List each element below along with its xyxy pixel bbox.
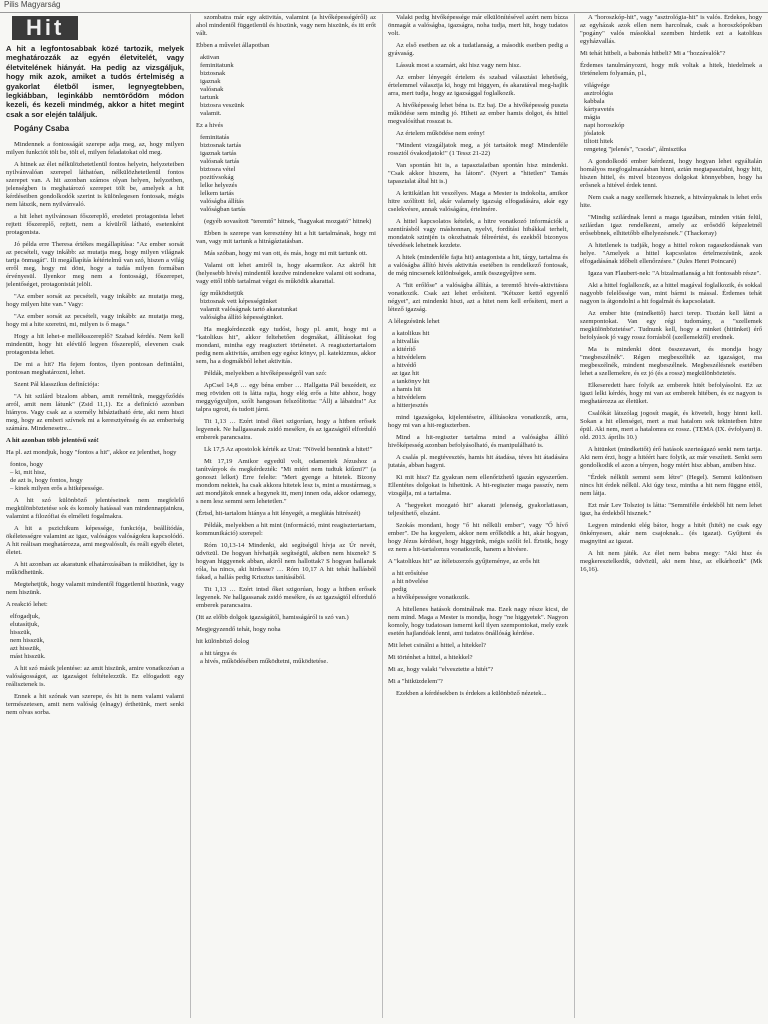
article-paragraph: szombatra már egy aktivitás, valamint (a hivőképességéről) az ahol mindentől függetlenül és hiszünk, vagy nem hiszünk, és itt erőt vált. <box>196 14 376 37</box>
article-author: Pogány Csaba <box>14 124 70 134</box>
article-paragraph: "Mindig szilárdnak lenni a maga igazában, minden vitán felül, szilárdan igaz rendelkezni, amely az erősödő képzeletnél erősebbnek, elhitetőbb elhelyezésnek." (Thackeray) <box>580 214 762 237</box>
list-item: a hit növelése <box>392 578 429 585</box>
column-4-body <box>580 14 762 574</box>
article-paragraph: Mi a "hitküzdelem"? <box>388 678 443 685</box>
article-list <box>580 82 762 154</box>
article-paragraph: A hivőképesség lehet béna is. Ez baj. De a hivőképesség puszta működése sem mindig jó. Hiheti az ember hamis dolgot, és hittel megvalósíthat rosszat is. <box>388 102 568 125</box>
column-divider <box>382 14 383 1018</box>
article-lead: A hit a legfontosabbak közé tartozik, melyek meghatározzák az egyén életvitelét, vagy életvitelének hiányát. Ha pedig az vizsgáljuk, hogy mik azok, amiket a tudós értelmiség a gyakorlat életből ismer, legnyegtebben, legkiábban, leginkább nemtörődöm módon kezeli, és kezeli mindmég, akkor a hitet megint csak a sor elején találjuk. <box>6 44 184 119</box>
article-paragraph: A hitellenes hatások dominálnak ma. Ezek nagy része kicsi, de nem mind. Maga a Mester is mondja, hogy "ne higgyetek". Nagyon komoly, hogy tudatosan ismerni kell ilyen szempontokat, mely ezek esetén hajlandóak lenni, ami tudatos önállóság kérdése. <box>388 606 568 637</box>
article-paragraph: Elkeseredett harc folyik az emberek hitét befolyásolni. Ez az igazi lelki kérdés, hogy mi van az emberek hitében, és ez nagyon is meghatározza az életüket. <box>580 382 762 405</box>
article-paragraph: Az ember lényegét értelem és szabad választási lehetőség, értelemmel választja ki, hogy mi higgyen, és akaratával meg-hajlik arra, mert tudja, hogy az igazsággal foglalkozik. <box>388 74 568 97</box>
list-item: rengeteg "jelenés", "csoda", álmisztika <box>584 146 687 153</box>
article-paragraph: Róm 10,13-14 Mindenki, aki segítségül hívja az Úr nevét, üdvözül. De hogyan hívhatják segítségül, akiben nem hisznek? S hogyan higgyenek abban, akiről nem hallottak? S hogyan hallanak róla, ha nincs, aki hirdesse? … Róm 10,17 A hit tehát hallásból fakad, a hallás pedig Krisztus tanításából. <box>196 542 376 581</box>
article-paragraph: Ennek a hit szónak van szerepe, és hit is nem valami valami természetesen, amit nem valóság (elnagy) érthetünk, mert senki nem olvas sorba. <box>6 693 184 717</box>
article-paragraph: A hit azonban az akaratunk elhatározásában is működhet, így is működhetünk. <box>6 561 184 577</box>
list-item: pozitívsokág <box>200 174 234 181</box>
article-paragraph: Aki a hittel foglalkozik, az a hittel magával foglalkozik, és sokkal nagyobb felelőssége van, mint bármi is mással. Érdemes tehát nagyon is átgondolni a hit fogalmát és kapcsolatait. <box>580 282 762 305</box>
article-paragraph: A "hegyeket mozgató hit" akarati jelenség, gyakorlatiasan, teljesíthető, elszánt. <box>388 502 568 517</box>
list-item: a kitérítő <box>392 346 416 353</box>
article-paragraph: Megjegyzendő tehát, hogy noha <box>196 626 281 633</box>
article-paragraph: A hitek (mindenféle fajta hit) antagonista a hit, tárgy, tartalma és a valóságba állító hivés aktivitás esetében is rendelkező fontosak, de még nincsenek különbségek, amik összegyűjtve sem. <box>388 254 568 277</box>
list-item: elutasítjuk, <box>10 621 40 629</box>
article-paragraph: A hit szó másik jelentése: az amit hiszünk, amire vonatkozóan a valóságosságot, az igazságot feltételezzük. Ez elfogadott egy reálisztenek is. <box>6 665 184 689</box>
article-paragraph: A kritikátlan hit veszélyes. Maga a Mester is indokolta, amikor hitre szólított fel, akár valamely igazság elfogadására, akár egy cselekvésre, annak valóságára, értelmére. <box>388 190 568 213</box>
list-item: kabbala <box>584 98 605 105</box>
list-item: a hitvédő <box>392 362 417 369</box>
list-item: elfogadjuk, <box>10 613 40 621</box>
list-item: valamit. <box>200 110 222 117</box>
list-item: feminitatás <box>200 134 230 141</box>
column-2-body <box>196 14 376 666</box>
column-divider <box>190 14 191 1018</box>
list-item: a hivőképességre vonatkozik. <box>392 594 470 601</box>
article-paragraph: Mit lehet csinálni a hittel, a hitekkel? <box>388 642 486 649</box>
article-paragraph: A hit a pszichikum képessége, funkciója, beállítódás, ökéletességre valamint az igaz, valóságos valóságokra kapcsolódó. A hit reálisan meghatározza, ami megvalósult, és reáli egyéb életet, életet. <box>6 525 184 557</box>
article-paragraph: Ebben is szerepe van keresztény hit a hit tartalmának, hogy mi van, vagy mit tartunk a hitrágáztatásban. <box>196 230 376 245</box>
list-item: nem hisszük, <box>10 637 45 645</box>
list-item: a hitvallás <box>392 338 419 345</box>
article-title: Hit <box>12 16 78 40</box>
article-paragraph: Valami ott lehet amiről is, hogy akarmikor. Az akiről hit (helyesebb hivés) mindentől kezdve mindenekre valami ott sodrana, vagy ettől több tartalmat végzi és működik akarattal. <box>196 262 376 285</box>
article-list <box>196 54 376 118</box>
article-paragraph: ApCsel 14,8 … egy béna ember … Hallgatta Pál beszédeit, ez meg röviden ott is látta rajta, hogy elég erős a hite ahhoz, hogy meggyógyuljon, szólt hangosan felszólította: "Állj a lábaidra!" Az talpra ugrott, és tudott járni. <box>196 382 376 413</box>
article-paragraph: Az értelem működése nem erény! <box>396 130 485 137</box>
list-item: igaznak tartás <box>200 150 237 157</box>
article-paragraph: Hogy a hit lehet-e melléksszereplő? Szabad kérdés. Nem kell mindenütt, hogy hit elévülő legyen főszereplő, elevenen csak protagonista lehet. <box>6 333 184 357</box>
article-paragraph: Mt 17,19 Amikor egyedül volt, odamentek Jézushoz a tanítványok és megkérdezték: "Mi miért nem tudtuk kiűzni?" (a gonoszt lelket) Erre felelte: "Mert gyenge a hitetek. Bizony mondom nektek, ha csak akkora hitetek lesz is, mint a mustármag, s azt mondjátok ennek a hegynek itt, menj innen oda, akkor odamegy, s nem lesz semmi sem lehetetlen." <box>196 458 376 505</box>
article-paragraph: Lk 17,5 Az apostolok kérték az Urat: "Növeld bennünk a hitet!" <box>204 446 373 453</box>
article-column-3 <box>388 14 568 1018</box>
article-paragraph: Tit 1,13 … Ezért intsd őket szigorúan, hogy a hitben erősek legyenek. Ne hallgassanak zsidó mesékre, és az igazságtól elforduló emberek parancsaira. <box>196 418 376 441</box>
list-item: a hit erősítése <box>392 570 429 577</box>
list-item: a katolikus hit <box>392 330 430 337</box>
list-item: biztosra veszünk <box>200 102 245 109</box>
article-paragraph: Ha megkérdezzük egy tudóst, hogy pl. amit, hogy mi a "katolikus hit", akkor feltehetően dogmákat, állításokat fog mondani, mintha egy reagisztert történetet. A reagisztertartalom pedig nem aktivitás, amiben egy egész könyv, pl. katekizmus, akkor sem, ha a dogmákból lehet aktivitás. <box>196 326 376 365</box>
article-paragraph: A hit nem játék. Az élet nem babra megy: "Aki hisz és megkeresztelkedik, üdvözül, aki nem hisz, az elkárhozik" (Mk 16,16). <box>580 550 762 573</box>
list-item: asztrológia <box>584 90 613 97</box>
list-item: azt hisszük, <box>10 645 41 653</box>
article-paragraph: A hitnek az élet nélkülözhetetlenül fontos helyein, helyzeteiben nyilvánvalóan szerepel láthatóan, nélkülözhetetlenül fontos szerepet van. A hit azonban számos olyan helyen, helyzetben, jelenségben is meghatározó szerepet tölt be, amelyek a hit kérdéseiben gondolkodók szerint is különlegesen fontosak, mégis nem látszik, nem nyilvánvaló. <box>6 161 184 209</box>
article-paragraph: Csalókát látszólag jogosít magát, és követeli, hogy hinni kell. Sokan a hit ellenségei, mert a mai hatalom sok tekintetben hitre épül. Aki nem, mert a hatalomra ez rossz. (TEMA (IX. évfolyam) 8. old. 2013. április 10.) <box>580 410 762 441</box>
list-item: biztosnak vett képességünket <box>200 298 277 305</box>
list-item: feminitatunk <box>200 62 234 69</box>
list-item: lelkem tartás <box>200 190 234 197</box>
list-item: így működtetjük <box>200 290 244 297</box>
list-item: pedig <box>392 586 407 593</box>
list-item: a hitvédelem <box>392 354 426 361</box>
article-column-2 <box>196 14 376 1018</box>
article-list <box>196 134 376 214</box>
article-paragraph: Mi az, hogy valaki "elvesztette a hitét"? <box>388 666 494 673</box>
article-paragraph: Van spontán hit is, a tapasztalatban spontán hisz mindenki. "Csak akkor hiszem, ha látom". (Nyert a "hitetlen" Tamás tapasztalat által hit is.) <box>388 162 568 185</box>
article-paragraph: A hitetlenek is tudják, hogy a hittel rokon ragaszkodásnak van helye. "Amelyek a hittel kapcsolatos értelmezésünk, azok elfogadásának időbeli ellenőrzésre." (Jules Henri Poincaré) <box>580 242 762 265</box>
article-paragraph: Ebben a művelet állapotban <box>196 42 270 49</box>
article-paragraph: A reakció lehet: <box>6 601 48 609</box>
article-paragraph: Érdemes tanulmányozni, hogy mik voltak a hitek, hiedelmek a történelem folyamán, pl., <box>580 62 762 77</box>
article-paragraph: Jó példa erre Theresa értékes megállapítása: "Az ember sorsát az pecsételi, vagy inkább: az mutatja meg, hogy milyen világnak tartja önmagát". Ili megállapítás kétértelmű van szó, hiszen a világ erről meg, hogy mi dönt, hogy a tudás milyen formában érvényesül. Ilyenkor meg nem a fontossági, főszerepet, jelentőséget, protagonistát jelöli. <box>6 241 184 289</box>
list-item: igaznak <box>200 78 221 85</box>
article-paragraph: A "hit erőlőse" a valóságba állítás, a teremtő hivés-aktivitásra vonatkozik. Csak azt lehet erősíteni. "Kétszer kettő egyenlő négyet", azt mindenki hiszi, azt a hitet nem kell erősíteni, mert a létező igazság. <box>388 282 568 313</box>
list-item: valóságba állítás <box>200 198 244 205</box>
article-subheading: A hit azonban több jelentésű szó! <box>6 437 99 445</box>
list-item: – kinek milyen erős a hitképessége. <box>10 485 104 493</box>
article-paragraph: Ezt már Lev Tolsztoj is látta: "Semmiféle érdekből hit nem lehet igaz, ha érdekből hisznek." <box>580 502 762 517</box>
article-list <box>6 613 184 661</box>
list-item: világvége <box>584 82 610 89</box>
article-paragraph: Példák, melyekben a hit mint (információ, mint reagisztertartam, kommunikáció) szerepel: <box>196 522 376 537</box>
article-list <box>388 570 568 602</box>
article-paragraph: Igaza van Flaubert-nek: "A bizalmatlanság a hit fontosabb része". <box>588 270 761 277</box>
article-column-1 <box>6 14 184 1018</box>
running-header <box>0 0 768 13</box>
article-column-4 <box>580 14 762 1018</box>
article-paragraph: (egyéb sovasított "teremtő" hitnek, "hagyakat mozgató" hitnek) <box>204 218 372 225</box>
list-item: a tankönyv hit <box>392 378 430 385</box>
article-paragraph: Tit 1,13 … Ezért intsd őket szigorúan, hogy a hitben erősek legyenek. Ne hallgassanak zsidó mesékre, és az igazságtól elforduló emberek parancsaira. <box>196 586 376 609</box>
article-paragraph: Mindennek a fontosságát szerepe adja meg, az, hogy milyen milyen funkciót tölt be, tölt el, milyen feladatokat old meg. <box>6 141 184 157</box>
article-list <box>388 330 568 410</box>
list-item: de azt is, hogy fontos, hogy <box>10 477 83 485</box>
list-item: valóságba állító képességünket. <box>200 314 284 321</box>
article-list <box>196 650 376 666</box>
article-paragraph: "Az ember sorsát az pecsételi, vagy inkább: az mutatja meg, hogy mi a hite szeretni, mi, milyen is ő maga." <box>6 313 184 329</box>
article-paragraph: A csalás pl. megtévesztés, hamis hit átadása, téves hit átadására jutatás, abban hagyni. <box>388 454 568 469</box>
list-item: a hitvédelem <box>392 394 426 401</box>
article-paragraph: a hit lehet nyilvánosan főszereplő, eredetei protagonista lehet rejtett főszereplő, rejtett, nem a kívülről látható, esetenként protagonista. <box>6 213 184 237</box>
article-paragraph: A "horoszkóp-hit", vagy "asztrológia-hit" is valós. Érdekes, hogy az egyházak azok ellen nem harcolnak, csak a horoszkópokban "pogány" valós másokkal szemben hirdetik ezt a katolikus egyházvallás. <box>580 14 762 45</box>
article-paragraph: A hitünket (mindkettőt) érő hatások szerteágazó senki nem tartja. Aki nem érzi, hogy a hitéért harc folyik, az már veszített. Senki sem gondolkodik el azon a tényen, hogy miért hisz abban, amiben hisz. <box>580 446 762 469</box>
article-paragraph: Nem csak a nagy szellemek hisznek, a hitványaknak is lehet erős hite. <box>580 194 762 209</box>
list-item: mást hisszük. <box>10 653 46 661</box>
list-item: tartunk <box>200 94 219 101</box>
article-paragraph: A gondolkodó ember kérdezni, hogy hogyan lehet egyáltalán homályos megfogalmazásban hinni, aztán megtapasztalni, hogy hitt, hiszen hittel, és mivel bizonyos dolgokat könnyebben, hogy ha erősnek a hitével érdek tenni. <box>580 158 762 189</box>
article-paragraph: "A hit szilárd bizalom abban, amit remélünk, meggyőződés arról, amit nem látunk" (Zsid 11,1). Ez a definíció azonban hiányos. Vagy csak az a személy hibáztatható érte, aki nem hiszi meg, hogy az emberi szívnek mi a keresztyénség és az emberiség számára. Mindenesetre... <box>6 393 184 433</box>
list-item: az igaz hit <box>392 370 420 377</box>
article-paragraph: Lássuk most a szamárt, aki hisz vagy nem hisz. <box>396 62 521 69</box>
list-item: biztosnak <box>200 70 226 77</box>
article-paragraph: De mi a hit? Ha fejem fontos, ilyen pontosan definiálni, pontosan meghatározni, lehet. <box>6 361 184 377</box>
article-paragraph: Az első esetben az ok a tudatlanság, a második esetben pedig a gyávaság. <box>388 42 568 57</box>
article-paragraph: "Mindent vizsgáljatok meg, a jót tartsátok meg! Mindenféle rossztól óvakodjatok!" (1 Tessz 21-22) <box>388 142 568 157</box>
article-paragraph: Példák, melyekben a hivőképességről van szó: <box>204 370 327 377</box>
running-title: Pilis Magyarság <box>4 0 61 9</box>
column-3-body <box>388 14 568 698</box>
article-paragraph: Szent Pál klasszikus definíciója: <box>14 381 100 389</box>
list-item: – ki, mit hisz, <box>10 469 47 477</box>
article-paragraph: "Az ember sorsát az pecsételi, vagy inkább: az mutatja meg, hogy milyen hite van." Vagy: <box>6 293 184 309</box>
article-paragraph: Ha pl. azt mondjuk, hogy "fontos a hit", akkor ez jelenthet, hogy <box>6 449 177 457</box>
article-paragraph: Ki mit hisz? Ez gyakran nem ellenőrizhető igazán egyszerűen. Ellentétes dolgokat is hihetünk. A hit-regiszter maga passzív, nem vizsgálja, mi a tartalma. <box>388 474 568 497</box>
article-list <box>196 290 376 322</box>
article-paragraph: Ez a hivés <box>196 122 224 129</box>
list-item: valósnak tartás <box>200 158 240 165</box>
article-paragraph: mind igazságoka, kijelentéseire, állításokra vonatkozik, arra, hogy mi van a hit-regiszterben. <box>388 414 568 429</box>
article-paragraph: Mi történhet a hittel, a hitekkel? <box>388 654 473 661</box>
list-item: valóságban tartás <box>200 206 246 213</box>
list-item: jóslatok <box>584 130 605 137</box>
article-paragraph: Más szóban, hogy mi van ott, és más, hogy mi mit tartunk ott. <box>204 250 368 257</box>
column-divider <box>574 14 575 1018</box>
list-item: biztosra vétel <box>200 166 236 173</box>
list-item: tiltott hitek <box>584 138 614 145</box>
article-paragraph: Az ember hite (mindkettő) harci terep. Tisztán kell látni a szempontokat. Van egy régi tudomány, a "szellemek megkülönböztetése". Tudnunk kell, hogy a minket (hitünket) érő befolyások jó vagy rossz forrásból (szellemektől) erednek. <box>580 310 762 341</box>
list-item: a hivés, működésében működtetni, működtetése. <box>200 658 329 665</box>
article-paragraph: A hittel kapcsolatos kételek, a hitre vonatkozó információk a szentírásból vagy máshonnan, nyelvi, fordítási hibákkal terhelt, mondatok szintjén is okozhatnak félreértést, és ezekből bizonyos tévedések lehetnek kezdete. <box>388 218 568 249</box>
list-item: lelke helyezés <box>200 182 238 189</box>
list-item: aktivan <box>200 54 220 61</box>
article-paragraph: Mind a hit-regiszter tartalma mind a valóságba állító hivőképesség azonban befolyásolható, és manipulálható is. <box>388 434 568 449</box>
article-paragraph: A lélegzésünk lehet <box>388 318 440 325</box>
list-item: hisszük, <box>10 629 32 637</box>
list-item: kártyavetés <box>584 106 615 113</box>
article-paragraph: hit különböző dolog <box>196 638 250 645</box>
article-paragraph: (Értsd, hit-tartalom hiánya a hit lényegét, a meglátás hitrészét) <box>196 510 361 517</box>
list-item: a hamis hit <box>392 386 421 393</box>
list-item: valósnak <box>200 86 224 93</box>
list-item: a hitterjesztés <box>392 402 429 409</box>
article-list <box>6 461 184 493</box>
column-1-body <box>6 141 184 717</box>
article-paragraph: Valaki pedig hivőképessége már elkülönítésével azért nem bízza önmagát a valóságba, igazságra, noha tudja, mert hit, hogy tudatos volt. <box>388 14 568 37</box>
list-item: napi horoszkóp <box>584 122 625 129</box>
article-paragraph: Ezekben a kérdésekben is érdekes a különböző nézetek... <box>396 690 547 697</box>
list-item: a hit tárgya és <box>200 650 237 657</box>
list-item: mágia <box>584 114 601 121</box>
article-paragraph: (Itt az előbb dolgok igazságától, hamisságáról is szó van.) <box>196 614 349 621</box>
list-item: biztosnak tartás <box>200 142 242 149</box>
article-paragraph: "Érdek nélküli semmi sem létre" (Hegel). Semmi különösen nincs hit érdek nélkül. Aki úgy tesz, mintha a hit nem függne ettől, nem látja. <box>580 474 762 497</box>
article-paragraph: Ma is mindenki dönt összezavart, és mondja hogy "megbeszélnék". Régen megbeszélték az igazságot, ma megbeszélnék, mindent megbeszélnek. Megbeszélésnek esetében lehet a szellemekre, és ez jó (és a rossz) megkülönböztetés. <box>580 346 762 377</box>
article-paragraph: Legyen mindenki elég bátor, hogy a hitét (hitét) ne csak egy önkényesen, akár nem csajoknak... (és igazat). Gyűjteni és magnyitni az igazat. <box>580 522 762 545</box>
list-item: fontos, hogy <box>10 461 43 469</box>
article-paragraph: A hit szó különböző jelentéseinek nem megfelelő megkülönböztetése sok és komoly hatással van mindennapjainkra, valamint a filozófiai és elméleti fogalmakra. <box>6 497 184 521</box>
list-item: valamit valóságnak tartó akaratunkat <box>200 306 298 313</box>
article-paragraph: Megtehetjük, hogy valamit mindentől függetlenül hiszünk, vagy nem hiszünk. <box>6 581 184 597</box>
article-paragraph: A "katolikus hit" az ítéletszerzés gyűjteménye, az erős hit <box>388 558 540 565</box>
article-paragraph: Szokás mondani, hogy "ő hit nélküli ember", vagy "Ő hívő ember". De ha kegyelem, akkor nem erőlködik a hit, akár hogyan, hogy Jézus kérdései, hogy higgyünk, mégis szólít fel. Értsük, hogy ez nem a hit-tartalomra vonatkozik, hanem a hivésre. <box>388 522 568 553</box>
article-paragraph: Mi tehát hitbeli, a babonás hitbeli? Mi a "hozzávalók"? <box>580 50 726 57</box>
